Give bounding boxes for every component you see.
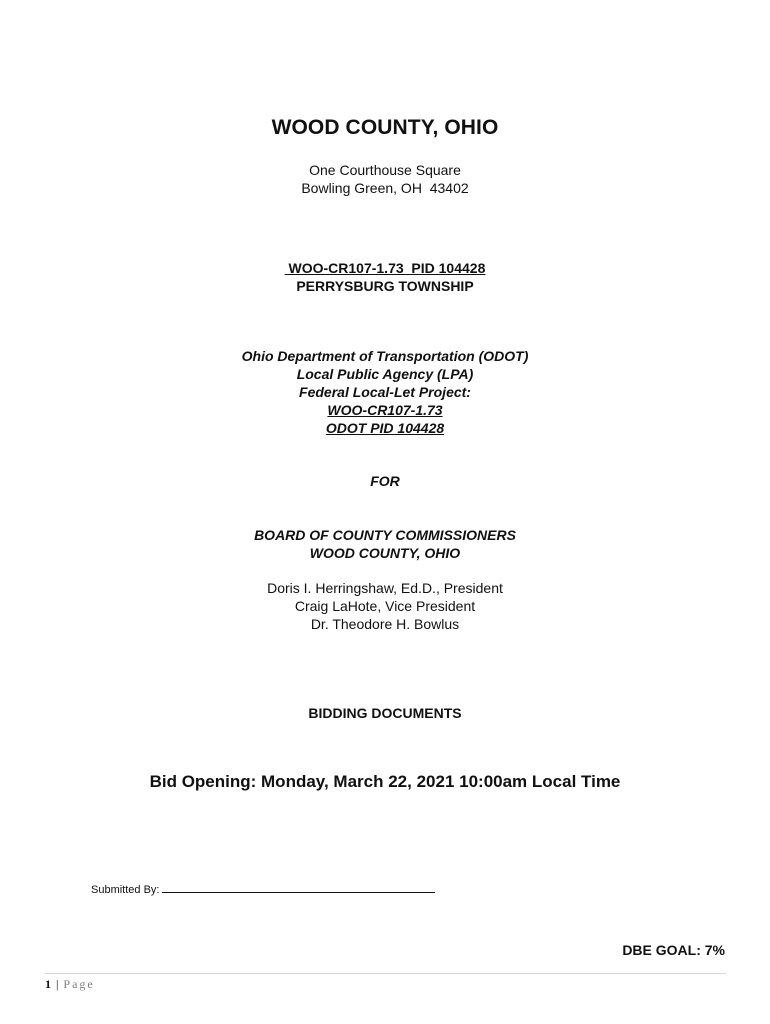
page-label: Page [63,977,95,991]
county-address [0,161,770,197]
commissioner-item: Dr. Theodore H. Bowlus [310,616,460,632]
agency-line-2: Local Public Agency (LPA) [296,366,474,382]
bidding-documents-heading: BIDDING DOCUMENTS [308,705,462,721]
footer-separator: | [56,977,59,991]
page-footer [45,977,95,992]
commissioner-list [0,579,770,633]
agency-block [0,347,770,437]
project-id-line: WOO-CR107-1.73 PID 104428 [284,260,486,276]
board-block [0,526,770,562]
board-line-1: BOARD OF COUNTY COMMISSIONERS [254,527,516,543]
submitted-by-field [91,882,435,896]
document-title: WOOD COUNTY, OHIO [271,116,499,139]
bid-opening-line: Bid Opening: Monday, March 22, 2021 10:00am Local Time [149,772,621,791]
address-line-1: One Courthouse Square [309,162,461,178]
address-line-2: Bowling Green, OH 43402 [301,180,469,196]
project-identification [0,259,770,295]
footer-divider [45,973,726,974]
agency-line-4: WOO-CR107-1.73 [327,402,443,418]
project-township: PERRYSBURG TOWNSHIP [296,278,474,294]
submitted-by-signature-line [162,882,435,893]
agency-line-3: Federal Local-Let Project: [299,384,471,400]
page-number: 1 [45,977,51,991]
agency-line-5: ODOT PID 104428 [325,420,445,436]
commissioner-item: Doris I. Herringshaw, Ed.D., President [267,580,503,596]
dbe-goal: DBE GOAL: 7% [622,942,725,958]
for-label: FOR [370,473,400,489]
commissioner-item: Craig LaHote, Vice President [294,598,476,614]
board-line-2: WOOD COUNTY, OHIO [309,545,461,561]
submitted-by-label: Submitted By: [91,884,160,896]
agency-line-1: Ohio Department of Transportation (ODOT) [241,348,529,364]
